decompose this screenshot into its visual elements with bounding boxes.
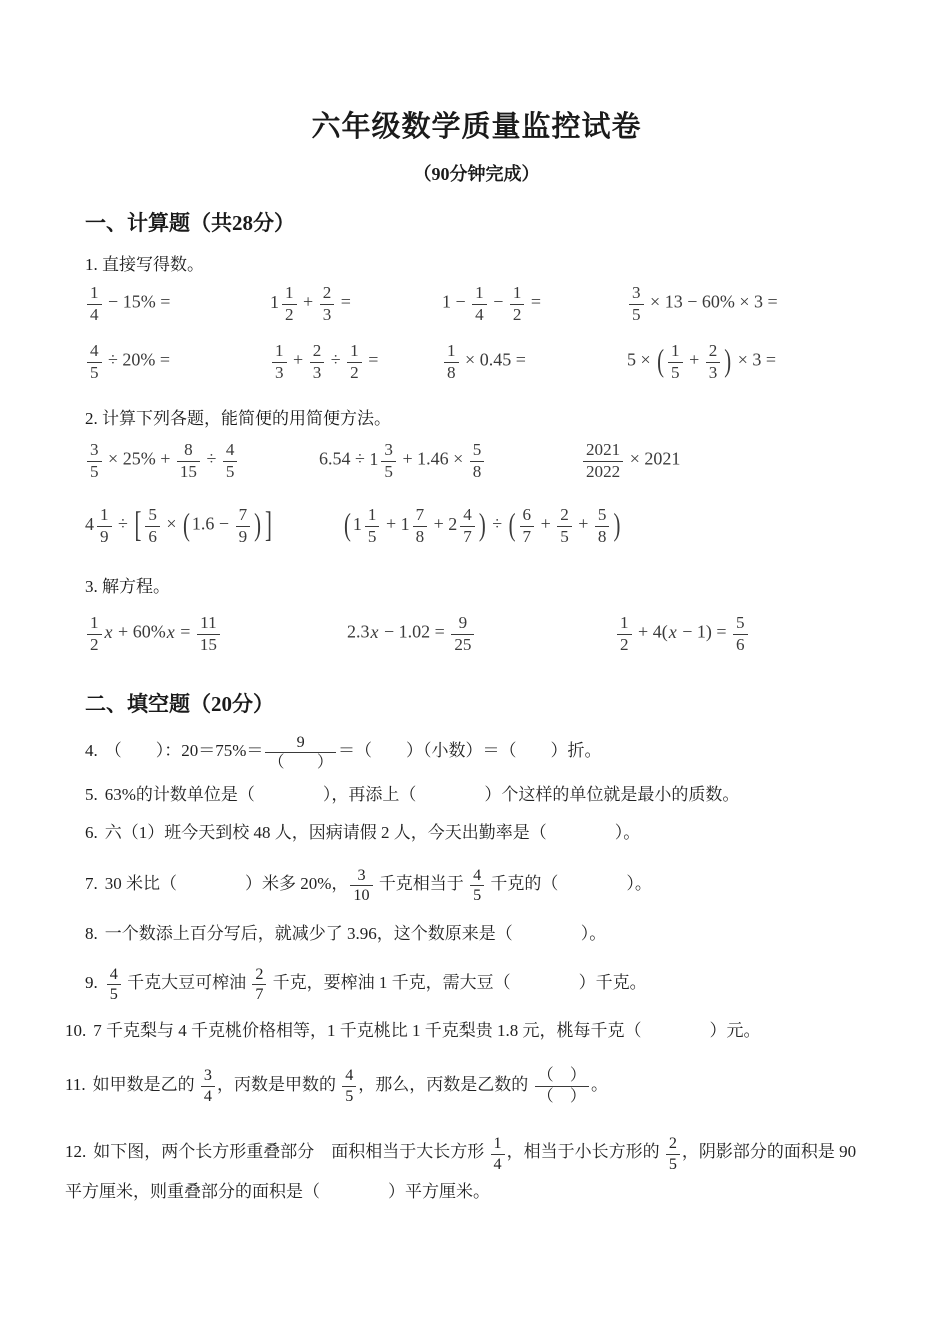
problem-number: 12. <box>65 1142 87 1162</box>
fill-problem-12-line-1 <box>65 1135 908 1173</box>
fill-problem-6 <box>85 822 908 845</box>
math-expression: 2.3x − 1.02 = $\frac{9}{25}$ <box>347 614 615 654</box>
problem-1-row-1 <box>85 275 908 333</box>
fill-problem-7 <box>85 867 908 905</box>
problem-1-row-2 <box>85 333 908 391</box>
fill-problem-4 <box>85 734 908 772</box>
fill-problem-9 <box>85 966 908 1004</box>
problem-text: 如甲数是乙的 $\frac{3}{4}$ ，丙数是甲数的 $\frac{4}{5}$ ，那么，丙数是乙数的 $\frac{( )}{( )}$ 。 <box>92 1067 608 1105</box>
math-expression: 1 $\frac{1}{2}$ + $\frac{2}{3}$ = <box>270 283 351 324</box>
problem-1-label: 1. 直接写得数。 <box>85 255 204 274</box>
fill-problem-5 <box>85 784 908 807</box>
problem-number: 5. <box>85 784 98 804</box>
problem-text: 如下图，两个长方形重叠部分 面积相当于大长方形 $\frac{1}{4}$ ，相当于小长方形的 $\frac{2}{5}$ ，阴影部分的面积是 90 <box>93 1135 857 1173</box>
fill-problem-11 <box>65 1067 908 1105</box>
problem-text: 63%的计数单位是（ ），再添上（ ）个这样的单位就是最小的质数。 <box>104 784 740 804</box>
problem-text: 六（1）班今天到校 48 人，因病请假 2 人，今天出勤率是（ ）。 <box>104 822 641 842</box>
math-expression: $\frac{1}{2}$ + 4(x − 1) = $\frac{5}{6}$ <box>615 614 908 654</box>
problem-3-row <box>85 601 908 667</box>
problem-text: 7 千克梨与 4 千克桃价格相等，1 千克桃比 1 千克梨贵 1.8 元，桃每千克（ ）元。 <box>93 1021 761 1041</box>
math-expression: $\frac{1}{4}$ − 15% = <box>85 284 270 324</box>
problem-number: 6. <box>85 822 98 842</box>
math-expression: 6.54 ÷ 1 $\frac{3}{5}$ + 1.46 × $\frac{5}{8}$ <box>319 441 581 481</box>
problem-number: 10. <box>65 1021 87 1041</box>
page-title: 六年级数学质量监控试卷 <box>311 111 642 143</box>
math-expression: $\frac{1}{8}$ × 0.45 = <box>442 342 627 382</box>
problem-2-row-1 <box>85 429 908 493</box>
problem-number: 7. <box>85 873 98 893</box>
problem-number: 11. <box>65 1074 86 1094</box>
fill-problem-12-line-2 <box>65 1181 908 1204</box>
math-expression: 5 × ( $\frac{1}{5}$ + $\frac{2}{3}$ ) × 3 = <box>627 341 776 382</box>
fill-problem-8 <box>85 923 908 946</box>
problem-3-label: 3. 解方程。 <box>85 577 170 596</box>
math-expression: 1 − $\frac{1}{4}$ − $\frac{1}{2}$ = <box>442 283 542 324</box>
section-1-heading: 一、计算题（共28分） <box>85 211 295 235</box>
page-subtitle: （90分钟完成） <box>413 164 540 184</box>
math-expression: $\frac{4}{5}$ ÷ 20% = <box>85 342 270 382</box>
section-2-heading: 二、填空题（20分） <box>85 692 274 716</box>
problem-text: 平方厘米，则重叠部分的面积是（ ）平方厘米。 <box>65 1182 490 1202</box>
math-expression: $\frac{3}{5}$ × 13 − 60% × 3 = <box>627 284 908 324</box>
math-expression: $\frac{2021}{2022}$ × 2021 <box>581 441 908 481</box>
math-expression: $\frac{3}{5}$ × 25% + $\frac{8}{15}$ ÷ $\frac{4}{5}$ <box>85 441 319 481</box>
problem-text: $\frac{4}{5}$ 千克大豆可榨油 $\frac{2}{7}$ 千克，要榨油 1 千克，需大豆（ ）千克。 <box>105 973 647 992</box>
math-expression: $\frac{1}{2}$ x + 60%x = $\frac{11}{15}$ <box>85 614 347 654</box>
problem-number: 4. <box>85 741 98 761</box>
problem-number: 9. <box>85 972 98 992</box>
math-expression: 4 $\frac{1}{9}$ ÷ [ $\frac{5}{6}$ × ( 1.6 − $\frac{7}{9}$ ) ] <box>85 505 272 546</box>
problem-2-row-2 <box>85 493 908 559</box>
problem-text: 30 米比（ ）米多 20%， $\frac{3}{10}$ 千克相当于 $\frac{4}{5}$ 千克的（ ）。 <box>104 866 652 905</box>
problem-number: 8. <box>85 923 98 943</box>
math-expression: ( 1 $\frac{1}{5}$ + 1 $\frac{7}{8}$ + 2 $\frac{4}{7}$ ) ÷ ( $\frac{6}{7}$ + $\frac{2}{5}$ + $\frac{5}{8}$ ) <box>344 505 621 546</box>
math-expression: $\frac{1}{3}$ + $\frac{2}{3}$ ÷ $\frac{1}{2}$ = <box>270 342 442 382</box>
problem-text: （ ）：20＝75%＝ $\frac{9}{( )}$ ＝（ ）（小数）＝（ ）折。 <box>104 734 602 772</box>
problem-2-label: 2. 计算下列各题，能简便的用简便方法。 <box>85 409 391 428</box>
fill-problem-10 <box>65 1020 908 1043</box>
problem-text: 一个数添上百分写后，就减少了 3.96，这个数原来是（ ）。 <box>104 923 607 943</box>
